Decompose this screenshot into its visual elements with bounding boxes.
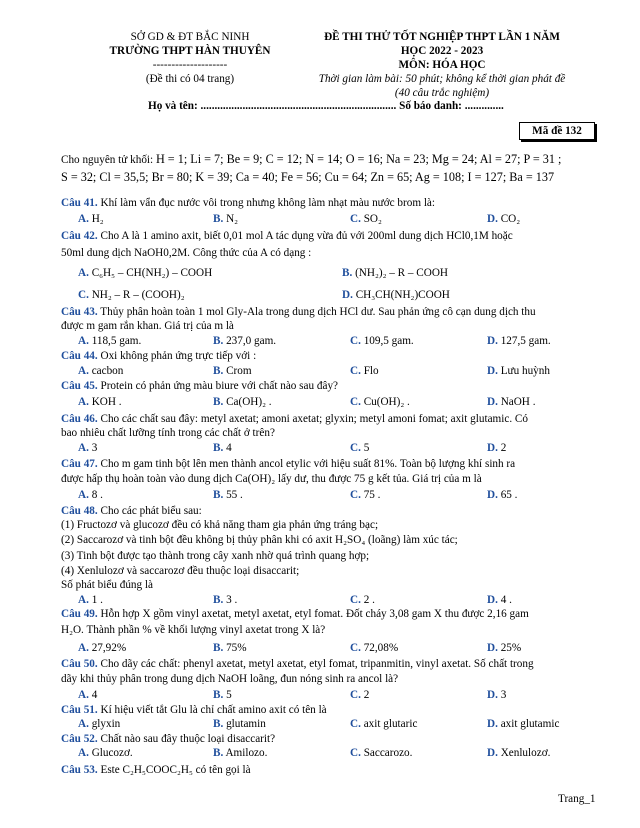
atoms-line1: H = 1; Li = 7; Be = 9; C = 12; N = 14; O = 16; Na = 23; Mg = 24; Al = 27; P = 31 ; [155, 152, 562, 166]
question-number: Câu 41. [61, 197, 98, 209]
question-51 [61, 703, 596, 717]
question-count: (40 câu trắc nghiệm) [394, 87, 490, 99]
option-c [350, 688, 369, 702]
option-text: 109,5 gam. [363, 335, 414, 347]
question-text: Hỗn hợp X gồm vinyl axetat, metyl axetat, etyl fomat. Đốt cháy 3,08 gam X thu được 2,16 gam [97, 608, 529, 620]
question-number: Câu 52. [61, 733, 98, 745]
option-letter: D. [487, 489, 498, 501]
question-text: Chất nào sau đây thuộc loại disaccarit? [97, 733, 276, 745]
option-a [78, 488, 103, 502]
question-number: Câu 50. [61, 658, 98, 670]
question-number: Câu 53. [61, 764, 98, 776]
option-text: CO₂ [500, 213, 521, 225]
subject: MÔN: HÓA HỌC [398, 59, 486, 71]
option-a [78, 746, 133, 760]
option-c [350, 334, 414, 348]
option-text: CH₃CH(NH₂)COOH [355, 289, 450, 301]
option-c [350, 593, 375, 607]
option-letter: D. [487, 442, 498, 454]
atomic-masses [61, 151, 591, 186]
header-left [90, 30, 290, 86]
option-letter: D. [487, 689, 498, 701]
option-letter: D. [487, 747, 498, 759]
dashes: -------------------- [152, 59, 228, 71]
page-number: Trang_1 [558, 793, 596, 805]
option-d [487, 364, 550, 378]
option-letter: C. [350, 642, 361, 654]
option-text: glyxin [91, 718, 121, 730]
option-text: 4 [226, 442, 232, 454]
department: SỞ GD & ĐT BẮC NINH [130, 31, 250, 43]
option-text: Crom [226, 365, 252, 377]
question-text: Cho dãy các chất: phenyl axetat, metyl axetat, etyl fomat, tripanmitin, vinyl axetat. Số chất trong [97, 658, 534, 670]
option-letter: C. [78, 289, 89, 301]
option-letter: D. [487, 213, 498, 225]
question-number: Câu 46. [61, 413, 98, 425]
option-a [78, 641, 126, 655]
question-text: Cho A là 1 amino axit, biết 0,01 mol A tác dụng vừa đủ với 200ml dung dịch HCl0,1M hoặc [97, 230, 513, 242]
option-text: 65 . [500, 489, 518, 501]
statement-2: (2) Saccarozơ và tinh bột đều không bị thủy phân khi có axit H₂SO₄ (loãng) làm xúc tác; [61, 534, 458, 546]
exam-code: Mã đề 132 [519, 122, 595, 140]
option-text: 27,92% [91, 642, 127, 654]
question-45 [61, 379, 596, 393]
option-d [487, 441, 506, 455]
option-a [78, 334, 141, 348]
option-letter: D. [487, 365, 498, 377]
question-text: Kí hiệu viết tắt Glu là chỉ chất amino axit có tên là [97, 704, 327, 716]
option-letter: A. [78, 442, 89, 454]
option-text: 237,0 gam. [226, 335, 277, 347]
option-a [78, 441, 97, 455]
option-text: Cu(OH)₂ . [363, 396, 410, 408]
option-letter: C. [350, 335, 361, 347]
question-text: Protein có phản ứng màu biure với chất nào sau đây? [97, 380, 339, 392]
option-a [78, 212, 104, 226]
option-text: 3 [91, 442, 98, 454]
question-text: Cho các phát biểu sau: [97, 505, 202, 517]
option-d [487, 641, 521, 655]
option-d [487, 688, 506, 702]
option-b [213, 488, 243, 502]
question-43 [61, 305, 596, 319]
option-b [213, 688, 232, 702]
header-right [292, 30, 592, 100]
question-52 [61, 732, 596, 746]
option-b [213, 641, 247, 655]
option-c [78, 288, 185, 302]
option-text: 72,08% [363, 642, 399, 654]
option-text: axit glutamic [500, 718, 560, 730]
option-text: (NH₂)₂ – R – COOH [355, 267, 449, 279]
time-note: Thời gian làm bài: 50 phút; không kể thời gian phát đề [318, 73, 566, 85]
option-c [350, 212, 382, 226]
option-text: 75 . [363, 489, 381, 501]
option-text: KOH . [91, 396, 122, 408]
option-text: 4 [91, 689, 98, 701]
question-41 [61, 196, 596, 210]
option-c [350, 488, 380, 502]
option-text: cacbon [91, 365, 124, 377]
option-text: 2 [500, 442, 507, 454]
option-text: C₆H₅ – CH(NH₂) – COOH [91, 267, 213, 279]
question-48-ask: Số phát biểu đúng là [61, 579, 153, 591]
option-d [487, 746, 550, 760]
question-46 [61, 412, 596, 426]
question-number: Câu 47. [61, 458, 98, 470]
option-c [350, 364, 379, 378]
atoms-label: Cho nguyên tử khối: [61, 154, 154, 166]
option-d [487, 334, 551, 348]
question-text: Cho m gam tinh bột lên men thành ancol etylic với hiệu suất 81%. Toàn bộ lượng khí sinh ra [97, 458, 516, 470]
option-c [350, 746, 412, 760]
school-name: TRƯỜNG THPT HÀN THUYÊN [109, 45, 271, 57]
option-letter: C. [350, 396, 361, 408]
question-text: Thủy phân hoàn toàn 1 mol Gly-Ala trong dung dịch HCl dư. Sau phản ứng cô cạn dung dịch thu [97, 306, 536, 318]
question-50 [61, 657, 596, 671]
option-text: 8 . [91, 489, 103, 501]
atoms-line2: S = 32; Cl = 35,5; Br = 80; K = 39; Ca = 40; Fe = 56; Cu = 64; Zn = 65; Ag = 108; I = 127; Ba = 137 [61, 170, 555, 184]
question-46-cont: bao nhiêu chất lưỡng tính trong các chất ở trên? [61, 427, 275, 439]
question-text: Este C₂H₅COOC₂H₅ có tên gọi là [97, 764, 251, 776]
option-b [213, 717, 266, 731]
option-a [78, 364, 123, 378]
option-text: 4 . [500, 594, 512, 606]
option-letter: D. [487, 396, 498, 408]
option-text: 118,5 gam. [91, 335, 142, 347]
option-a [78, 395, 122, 409]
option-b [213, 441, 232, 455]
option-letter: C. [350, 718, 361, 730]
option-text: 3 . [226, 594, 238, 606]
option-d [487, 212, 520, 226]
option-text: 25% [500, 642, 522, 654]
option-text: Glucozơ. [91, 747, 133, 759]
question-text: Khí làm vẩn đục nước vôi trong nhưng không làm nhạt màu nước brom là: [97, 197, 435, 209]
option-c [350, 641, 398, 655]
question-number: Câu 44. [61, 350, 98, 362]
option-d [342, 288, 450, 302]
option-a [78, 266, 212, 280]
option-letter: A. [78, 267, 89, 279]
option-letter: A. [78, 335, 89, 347]
option-letter: A. [78, 642, 89, 654]
option-text: 1 . [91, 594, 103, 606]
option-text: 2 [363, 689, 370, 701]
option-b [213, 746, 267, 760]
option-text: NaOH . [500, 396, 536, 408]
option-d [487, 488, 517, 502]
option-letter: B. [213, 335, 224, 347]
option-text: Xenlulozơ. [500, 747, 551, 759]
option-letter: D. [487, 335, 498, 347]
question-49-cont: H₂O. Thành phần % về khối lượng vinyl axetat trong X là? [61, 624, 326, 636]
option-c [350, 441, 369, 455]
option-a [78, 688, 97, 702]
question-47-cont: được hấp thụ hoàn toàn vào dung dịch Ca(OH)₂ lấy dư, thu được 75 g kết tủa. Giá trị của m là [61, 473, 482, 485]
question-44 [61, 349, 596, 363]
option-d [487, 593, 512, 607]
option-text: Amilozo. [225, 747, 268, 759]
option-text: axit glutaric [363, 718, 418, 730]
option-letter: B. [213, 489, 224, 501]
question-50-cont: dãy khi thủy phân trong dung dịch NaOH loãng, đun nóng sinh ra ancol là? [61, 673, 399, 685]
option-b [213, 364, 252, 378]
option-letter: B. [213, 689, 224, 701]
option-letter: A. [78, 594, 89, 606]
question-number: Câu 49. [61, 608, 98, 620]
option-b [213, 334, 276, 348]
option-letter: C. [350, 365, 361, 377]
option-letter: B. [213, 396, 224, 408]
option-letter: A. [78, 718, 89, 730]
option-letter: A. [78, 396, 89, 408]
option-letter: C. [350, 489, 361, 501]
option-d [487, 717, 559, 731]
option-text: Saccarozo. [363, 747, 413, 759]
option-letter: B. [213, 718, 224, 730]
option-text: NH₂ – R – (COOH)₂ [91, 289, 185, 301]
exam-title-1: ĐỀ THI THỬ TỐT NGHIỆP THPT LẦN 1 NĂM [324, 31, 560, 43]
question-48 [61, 504, 596, 518]
option-text: 55 . [226, 489, 243, 501]
option-a [78, 717, 120, 731]
option-letter: D. [342, 289, 353, 301]
option-text: 3 [500, 689, 507, 701]
option-letter: D. [487, 718, 498, 730]
option-letter: A. [78, 213, 89, 225]
option-letter: A. [78, 689, 89, 701]
option-text: Flo [363, 365, 379, 377]
option-text: Lưu huỳnh [500, 365, 550, 377]
option-letter: C. [350, 594, 361, 606]
option-letter: B. [213, 442, 224, 454]
option-text: SO₂ [363, 213, 382, 225]
question-number: Câu 42. [61, 230, 98, 242]
option-letter: A. [78, 365, 89, 377]
option-text: H₂ [91, 213, 104, 225]
question-53 [61, 763, 596, 777]
statement-4: (4) Xenlulozơ và saccarozơ đều thuộc loại disaccarit; [61, 565, 300, 577]
question-number: Câu 43. [61, 306, 98, 318]
option-letter: D. [487, 594, 498, 606]
option-letter: B. [342, 267, 353, 279]
question-text: Cho các chất sau đây: metyl axetat; amoni axetat; glyxin; metyl amoni fomat; axit glutamic. Có [97, 413, 528, 425]
statement-1: (1) Fructozơ và glucozơ đều có khả năng tham gia phản ứng tráng bạc; [61, 519, 379, 531]
question-text: Oxi không phản ứng trực tiếp với : [97, 350, 257, 362]
name-row: Họ và tên: ...................................................................... Số báo danh: .............. [148, 100, 504, 112]
option-letter: A. [78, 747, 89, 759]
statement-3: (3) Tinh bột được tạo thành trong cây xanh nhờ quá trình quang hợp; [61, 550, 370, 562]
option-letter: D. [487, 642, 498, 654]
option-letter: B. [213, 365, 224, 377]
option-letter: C. [350, 442, 361, 454]
option-letter: B. [213, 213, 224, 225]
option-letter: A. [78, 489, 89, 501]
question-number: Câu 51. [61, 704, 98, 716]
option-text: 75% [226, 642, 247, 654]
question-49 [61, 607, 596, 621]
option-letter: C. [350, 213, 361, 225]
option-letter: B. [213, 594, 224, 606]
option-text: 2 . [363, 594, 375, 606]
question-43-cont: được m gam rắn khan. Giá trị của m là [61, 320, 234, 332]
question-number: Câu 45. [61, 380, 98, 392]
option-b [213, 593, 237, 607]
option-letter: B. [213, 747, 224, 759]
question-47 [61, 457, 596, 471]
option-c [350, 717, 417, 731]
option-text: 127,5 gam. [500, 335, 551, 347]
option-letter: B. [213, 642, 224, 654]
option-b [213, 212, 238, 226]
option-b [342, 266, 448, 280]
option-text: 5 [226, 689, 232, 701]
option-letter: C. [350, 747, 361, 759]
question-number: Câu 48. [61, 505, 98, 517]
option-letter: C. [350, 689, 361, 701]
option-text: glutamin [226, 718, 266, 730]
question-42 [61, 229, 596, 243]
option-text: 5 [363, 442, 370, 454]
option-text: Ca(OH)₂ . [226, 396, 272, 408]
option-c [350, 395, 410, 409]
option-d [487, 395, 536, 409]
exam-title-2: HỌC 2022 - 2023 [400, 45, 484, 57]
option-b [213, 395, 272, 409]
question-42-cont: 50ml dung dịch NaOH0,2M. Công thức của A có dạng : [61, 247, 312, 259]
option-a [78, 593, 103, 607]
page-count: (Đề thi có 04 trang) [145, 73, 235, 85]
option-text: N₂ [226, 213, 239, 225]
